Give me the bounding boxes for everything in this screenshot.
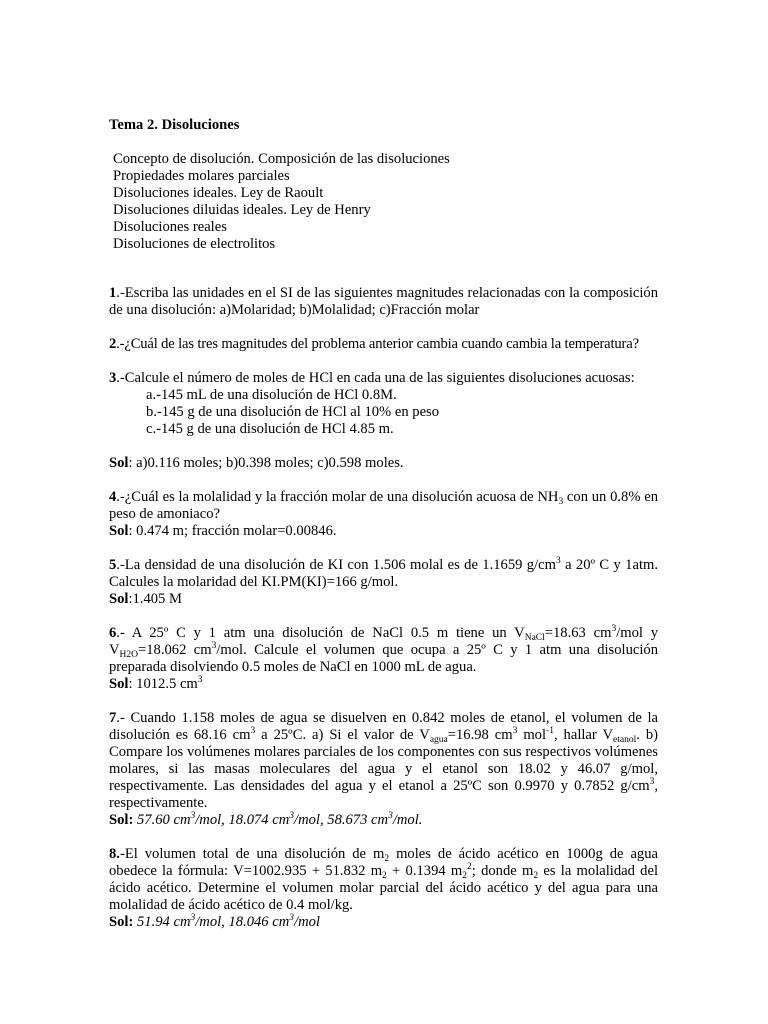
superscript: 3 [512,726,518,736]
superscript: 3 [388,811,393,821]
problem-text: ; donde m [471,863,534,879]
problem-4 [109,489,658,540]
solution-part: /mol, 18.074 cm [195,812,290,828]
problem-text: .-¿Cuál de las tres magnitudes del problema anterior cambia cuando cambia la temperatura? [116,336,639,352]
problem-3 [109,370,658,438]
topic-item: Disoluciones diluidas ideales. Ley de Henry [113,202,371,218]
superscript: 3 [289,811,295,821]
problem-number: 6 [109,625,117,641]
sub-item: b.-145 g de una disolución de HCl al 10% en peso [146,404,440,420]
solution-part: /mol [294,914,320,930]
problem-text: , hallar V [553,727,613,743]
subscript: 2 [533,871,539,881]
problem-text: .-La densidad de una disolución de KI con 1.506 molal es de 1.1659 g/cm [116,557,556,573]
problem-number: 4 [109,489,117,505]
problem-number: 5 [109,557,117,573]
problem-number: 1 [109,285,117,301]
superscript: 3 [611,624,617,634]
superscript: 3 [190,913,196,923]
problem-text: + 0.1394 m [386,863,463,879]
topic-item: Disoluciones de electrolitos [113,236,276,252]
problem-text: mol [517,727,547,743]
solution-part: 51.94 cm [133,914,191,930]
sub-item: c.-145 g de una disolución de HCl 4.85 m. [146,421,394,437]
problem-text: a 25ºC. a) Si el valor de V [255,727,430,743]
problem-1 [109,285,658,319]
subscript: 2 [462,871,468,881]
superscript: 2 [467,862,472,872]
solution-part: 57.60 cm [133,812,191,828]
superscript: 3 [289,913,295,923]
problem-number: 3 [109,370,117,386]
problem-text: =16.98 cm [447,727,513,743]
superscript: 3 [197,675,203,685]
problem-text: .- Cuando 1.158 moles de agua se disuelven en 0.842 moles de etanol, el volumen de la disolución es 68.16 cm [109,710,658,743]
solution-label: Sol [109,676,129,692]
topic-item: Concepto de disolución. Composición de las disoluciones [113,151,450,167]
solution-label: Sol [109,455,129,471]
subscript: etanol [613,735,637,745]
solution-label: Sol [109,523,129,539]
superscript: -1 [546,726,554,736]
problem-text: .-Calcule el número de moles de HCl en cada una de las siguientes disoluciones acuosas: [116,370,635,386]
sub-item: a.-145 mL de una disolución de HCl 0.8M. [146,387,397,403]
superscript: 3 [190,811,196,821]
problem-2 [109,336,658,353]
superscript: 3 [649,777,655,787]
problem-number: 8. [109,846,120,862]
problem-7 [109,710,658,829]
problem-text: moles de ácido acético en 1000g de agua obedece la fórmula: V=1002.935 + 51.832 m [109,846,658,879]
problem-5 [109,557,658,608]
superscript: 3 [211,641,217,651]
problem-text: . b) Compare los volúmenes molares parciales de los componentes con sus respectivos volúmenes molares, si las masas moleculares del agua y el etanol son 18.02 y 46.07 g/mol, respectivamente. Las densidades del agua y el etanol a 25ºC son 0.9970 y 0.7852 g/cm [109,727,658,794]
solution-text [133,812,422,828]
problem-text: .-¿Cuál es la molalidad y la fracción molar de una disolución acuosa de NH [116,489,559,505]
superscript: 3 [555,556,561,566]
problem-text: /mol y V [109,625,658,658]
solution-3 [109,455,658,472]
document-content [109,117,658,948]
subscript: 3 [558,497,564,507]
solution-text: : 0.474 m; fracción molar=0.00846. [128,523,337,539]
topic-item: Disoluciones reales [113,219,227,235]
problem-text: /mol. Calcule el volumen que ocupa a 25º C y 1 atm una disolución preparada disolviendo 0.5 moles de NaCl en 1000 mL de agua. [109,642,658,675]
problem-text: =18.63 cm [544,625,612,641]
superscript: 3 [250,726,256,736]
problem-number: 7 [109,710,117,726]
solution-label: Sol: [109,812,134,828]
problem-text: , respectivamente. [109,778,658,811]
problem-text: con un 0.8% en peso de amoniaco? [109,489,658,522]
problem-text: .-Escriba las unidades en el SI de las siguientes magnitudes relacionadas con la composición de una disolución: a)Molaridad; b)Molalidad; c)Fracción molar [109,285,658,318]
problem-text: =18.062 cm [138,642,212,658]
topic-item: Disoluciones ideales. Ley de Raoult [113,185,324,201]
subscript: NaCl [524,633,545,643]
solution-text: : a)0.116 moles; b)0.398 moles; c)0.598 moles. [128,455,404,471]
solution-text: :1.405 M [128,591,182,607]
problem-text: .- A 25º C y 1 atm una disolución de NaCl 0.5 m tiene un V [116,625,525,641]
solution-text [133,914,320,930]
solution-part: /mol. [392,812,423,828]
solution-part: /mol, 58.673 cm [294,812,389,828]
problem-6 [109,625,658,693]
solution-label: Sol: [109,914,134,930]
problem-text: a 20º C y 1atm. Calcules la molaridad del KI.PM(KI)=166 g/mol. [109,557,658,590]
problem-number: 2 [109,336,117,352]
document-title: Tema 2. Disoluciones [109,117,240,133]
solution-part: /mol, 18.046 cm [195,914,290,930]
topic-list [113,151,658,253]
subscript: 2 [382,871,387,881]
problem-text: es la molalidad del ácido acético. Determine el volumen molar parcial del ácido acético y del agua para una molalidad de ácido acético de 0.4 mol/kg. [109,863,658,913]
solution-label: Sol [109,591,129,607]
solution-text: : 1012.5 cm [128,676,198,692]
subscript: 2 [384,854,390,864]
topic-item: Propiedades molares parciales [113,168,290,184]
problem-8 [109,846,658,931]
subscript: H2O [119,650,139,660]
subscript: agua [429,735,448,745]
problem-text: -El volumen total de una disolución de m [119,846,385,862]
